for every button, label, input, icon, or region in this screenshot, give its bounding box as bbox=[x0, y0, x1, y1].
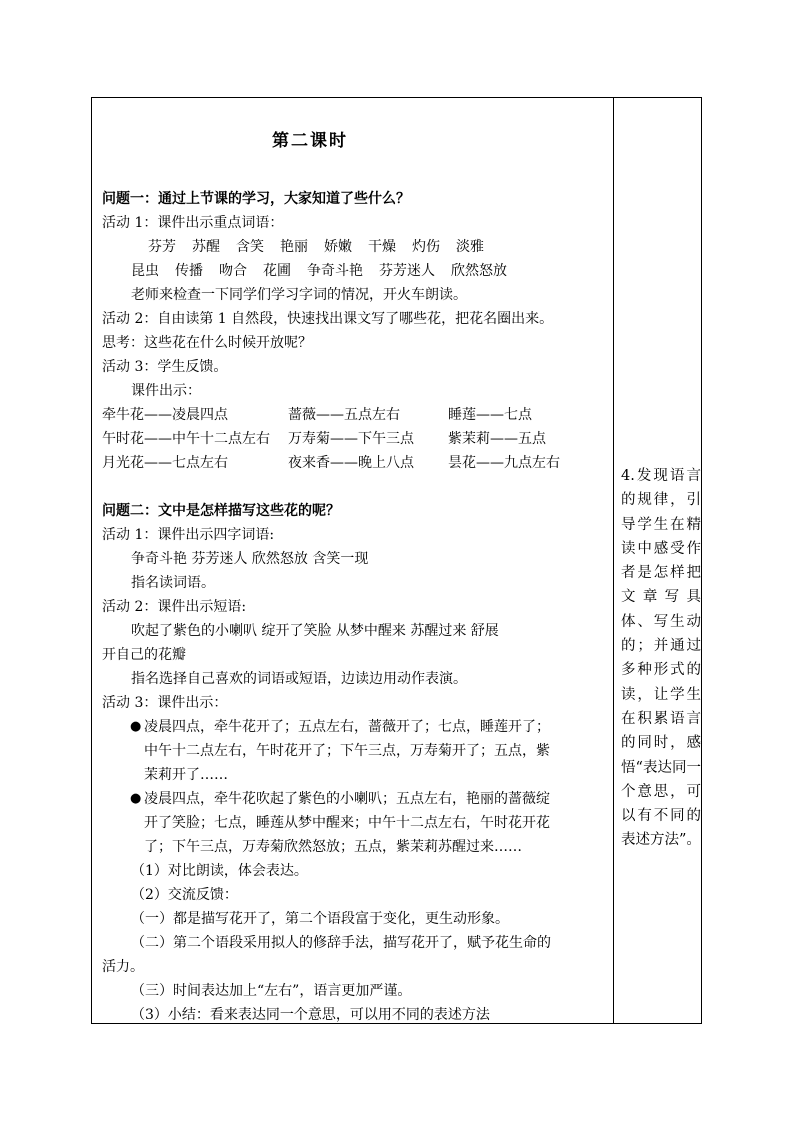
q1-words-row1 bbox=[148, 235, 500, 259]
flower-time: 睡莲——七点 bbox=[448, 407, 532, 423]
q1-teacher-check: 老师来检查一下同学们学习字词的情况，开火车朗读。 bbox=[131, 287, 467, 303]
reply1: （一）都是描写花开了，第二个语段富于变化，更生动形象。 bbox=[131, 911, 509, 927]
q2-activity2: 活动 2：课件出示短语: bbox=[102, 599, 247, 615]
flowers-row1 bbox=[102, 403, 532, 427]
flower-time: 月光花——七点左右 bbox=[102, 455, 228, 471]
word: 苏醒 bbox=[192, 239, 220, 255]
column-divider bbox=[613, 98, 614, 1023]
step2: （2）交流反馈： bbox=[131, 887, 238, 903]
q2-activity1: 活动 1：课件出示四字词语: bbox=[102, 527, 275, 543]
word: 吻合 bbox=[219, 263, 247, 279]
q1-words-row2 bbox=[131, 259, 523, 283]
flowers-row3 bbox=[102, 451, 560, 475]
word: 娇嫩 bbox=[324, 239, 352, 255]
flower-time: 昙花——九点左右 bbox=[448, 455, 560, 471]
q1-courseware: 课件出示： bbox=[131, 383, 201, 399]
word: 芬芳迷人 bbox=[379, 263, 435, 279]
page-title: 第二课时 bbox=[272, 131, 348, 151]
word: 昆虫 bbox=[131, 263, 159, 279]
word: 艳丽 bbox=[280, 239, 308, 255]
q2-activity3: 活动 3：课件出示： bbox=[102, 695, 228, 711]
flower-time: 午时花——中午十二点左右 bbox=[102, 431, 270, 447]
word: 干燥 bbox=[368, 239, 396, 255]
flower-time: 紫茉莉——五点 bbox=[448, 431, 546, 447]
bullet1-line3: 茉莉开了…… bbox=[144, 767, 228, 783]
word: 淡雅 bbox=[456, 239, 484, 255]
reply2-line2: 活力。 bbox=[102, 959, 144, 975]
word: 灼伤 bbox=[412, 239, 440, 255]
side-note: 4.发现语言的规律，引导学生在精读中感受作者是怎样把文章写具体、写生动的；并通过多种形式的读，让学生在积累语言的同时，感悟“表达同一个意思，可以有不同的表述方法”。 bbox=[621, 468, 701, 849]
bullet1-line2: 中午十二点左右，午时花开了；下午三点，万寿菊开了；五点，紫 bbox=[144, 743, 550, 759]
reply3: （三）时间表达加上“左右”，语言更加严谨。 bbox=[131, 983, 412, 999]
q2-name-read: 指名读词语。 bbox=[131, 575, 215, 591]
q1-think: 思考：这些花在什么时候开放呢？ bbox=[102, 335, 312, 351]
q1-activity2: 活动 2：自由读第 1 自然段，快速找出课文写了哪些花，把花名圈出来。 bbox=[102, 311, 554, 327]
bullet2-line3: 了；下午三点，万寿菊欣然怒放；五点，紫茉莉苏醒过来…… bbox=[144, 839, 522, 855]
step3-summary: （3）小结：看来表达同一个意思，可以用不同的表述方法 bbox=[131, 1007, 490, 1023]
q1-activity3: 活动 3：学生反馈。 bbox=[102, 359, 228, 375]
q2-phrases-line1: 吹起了紫色的小喇叭 绽开了笑脸 从梦中醒来 苏醒过来 舒展 bbox=[131, 623, 499, 639]
bullet1-line1: ● 凌晨四点，牵牛花开了；五点左右，蔷薇开了；七点，睡莲开了； bbox=[144, 715, 550, 739]
bullet2-line2: 开了笑脸；七点，睡莲从梦中醒来；中午十二点左右，午时花开花 bbox=[144, 815, 550, 831]
word: 芬芳 bbox=[148, 239, 176, 255]
flower-time: 牵牛花——凌晨四点 bbox=[102, 407, 228, 423]
bullet2-line1: ● 凌晨四点，牵牛花吹起了紫色的小喇叭；五点左右，艳丽的蔷薇绽 bbox=[144, 787, 550, 811]
q2-heading: 问题二：文中是怎样描写这些花的呢？ bbox=[102, 503, 340, 519]
word: 争奇斗艳 bbox=[307, 263, 363, 279]
word: 传播 bbox=[175, 263, 203, 279]
flower-time: 夜来香——晚上八点 bbox=[288, 455, 414, 471]
main-column bbox=[102, 98, 610, 1023]
q2-four-words: 争奇斗艳 芬芳迷人 欣然怒放 含笑一现 bbox=[131, 551, 369, 567]
word: 花圃 bbox=[263, 263, 291, 279]
lesson-table bbox=[91, 97, 702, 1024]
q1-activity1: 活动 1：课件出示重点词语： bbox=[102, 215, 284, 231]
word: 含笑 bbox=[236, 239, 264, 255]
q2-choose: 指名选择自己喜欢的词语或短语，边读边用动作表演。 bbox=[131, 671, 467, 687]
q1-heading: 问题一：通过上节课的学习，大家知道了些什么？ bbox=[102, 191, 410, 207]
word: 欣然怒放 bbox=[451, 263, 507, 279]
flower-time: 万寿菊——下午三点 bbox=[288, 431, 414, 447]
q2-phrases-line2: 开自己的花瓣 bbox=[102, 647, 186, 663]
flowers-row2 bbox=[102, 427, 546, 451]
flower-time: 蔷薇——五点左右 bbox=[288, 407, 400, 423]
step1: （1）对比朗读，体会表达。 bbox=[131, 863, 308, 879]
reply2-line1: （二）第二个语段采用拟人的修辞手法，描写花开了，赋予花生命的 bbox=[131, 935, 551, 951]
